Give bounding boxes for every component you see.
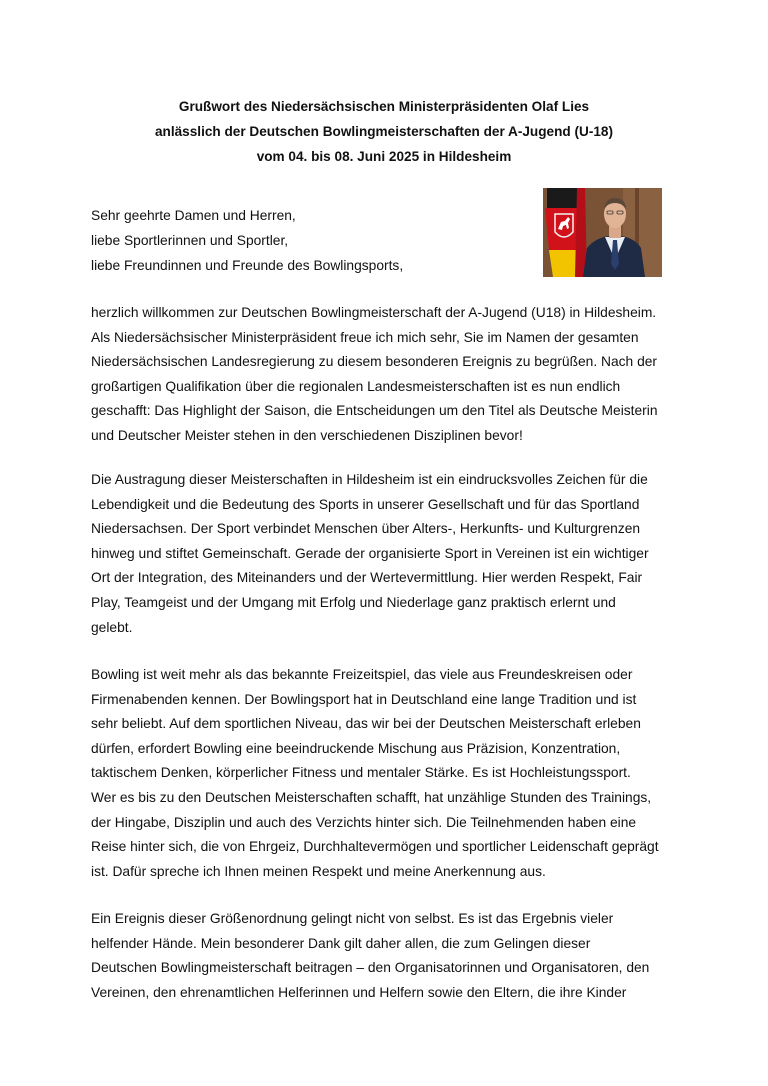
salutation-line: Sehr geehrte Damen und Herren,: [91, 208, 296, 223]
salutation-line: liebe Freundinnen und Freunde des Bowlingsports,: [91, 258, 404, 273]
title-line-3: vom 04. bis 08. Juni 2025 in Hildesheim: [256, 149, 512, 164]
text-line: helfender Hände. Mein besonderer Dank gilt daher allen, die zum Gelingen dieser: [91, 935, 591, 951]
flag-icon: [545, 188, 587, 277]
text-line: Niedersachsen. Der Sport verbindet Menschen über Alters-, Herkunfts- und Kulturgrenzen: [91, 521, 641, 537]
salutation-line: liebe Sportlerinnen und Sportler,: [91, 233, 289, 248]
text-line: Niedersächsischen Landesregierung zu diesem besonderen Ereignis zu begrüßen. Nach der: [91, 354, 658, 370]
text-line: herzlich willkommen zur Deutschen Bowlingmeisterschaft der A-Jugend (U18) in Hildesheim.: [91, 305, 657, 320]
text-line: Lebendigkeit und die Bedeutung des Sports in unserer Gesellschaft und für das Sportland: [91, 496, 640, 512]
text-line: Reise hinter sich, die von Ehrgeiz, Durchhaltevermögen und sportlicher Leidenschaft geprägt: [91, 839, 659, 855]
text-line: hinweg und stiftet Gemeinschaft. Gerade der organisierte Sport in Vereinen ist ein wichtiger: [91, 545, 649, 561]
text-line: Ort der Integration, des Miteinanders und der Wertevermittlung. Hier werden Respekt, Fair: [91, 570, 643, 586]
text-line: der Hingabe, Disziplin und auch des Verzichts hinter sich. Die Teilnehmenden haben eine: [91, 814, 637, 830]
text-line: Wer es bis zu den Deutschen Meisterschaften schafft, hat unzählige Stunden des Trainings,: [91, 789, 652, 805]
text-line: Als Niedersächsischer Ministerpräsident freue ich mich sehr, Sie im Namen der gesamten: [91, 329, 639, 345]
text-line: ist. Dafür spreche ich Ihnen meinen Respekt und meine Anerkennung aus.: [91, 863, 546, 879]
text-line: Bowling ist weit mehr als das bekannte Freizeitspiel, das viele aus Freundeskreisen oder: [91, 667, 633, 682]
title-line-2: anlässlich der Deutschen Bowlingmeisterschaften der A-Jugend (U-18): [154, 124, 613, 139]
paragraph: [91, 468, 691, 640]
text-line: Firmenabenden kennen. Der Bowlingsport hat in Deutschland eine lange Tradition und ist: [91, 691, 637, 707]
document-title: [0, 94, 768, 169]
text-line: Play, Teamgeist und der Umgang mit Erfolg und Niederlage ganz praktisch erlernt und: [91, 594, 616, 610]
text-line: dürfen, erfordert Bowling eine beeindruckende Mischung aus Präzision, Konzentration,: [91, 740, 621, 756]
salutation: [91, 203, 403, 278]
text-line: Die Austragung dieser Meisterschaften in Hildesheim ist ein eindrucksvolles Zeichen für die: [91, 472, 648, 487]
text-line: großartigen Qualifikation über die regionalen Landesmeisterschaften ist es nun endlich: [91, 378, 621, 394]
paragraph: [91, 663, 691, 884]
text-line: taktischem Denken, körperlicher Fitness und mentaler Stärke. Es ist Hochleistungssport.: [91, 765, 631, 781]
text-line: Vereinen, den ehrenamtlichen Helferinnen und Helfern sowie den Eltern, die ihre Kinder: [91, 984, 627, 1000]
text-line: und Deutscher Meister stehen in den verschiedenen Disziplinen bevor!: [91, 427, 523, 443]
portrait-photo: [543, 188, 662, 277]
text-line: Deutschen Bowlingmeisterschaft beitragen – den Organisatorinnen und Organisatoren, den: [91, 960, 650, 976]
title-line-1: Grußwort des Niedersächsischen Ministerpräsidenten Olaf Lies: [178, 99, 590, 114]
paragraph: [91, 301, 691, 449]
text-line: sehr beliebt. Auf dem sportlichen Niveau, das wir bei der Deutschen Meisterschaft erleben: [91, 716, 641, 732]
text-line: gelebt.: [91, 619, 133, 635]
text-line: geschafft: Das Highlight der Saison, die Entscheidungen um den Titel als Deutsche Meisterin: [91, 403, 658, 419]
text-line: Ein Ereignis dieser Größenordnung gelingt nicht von selbst. Es ist das Ergebnis vieler: [91, 911, 614, 926]
paragraph: [91, 907, 691, 1005]
